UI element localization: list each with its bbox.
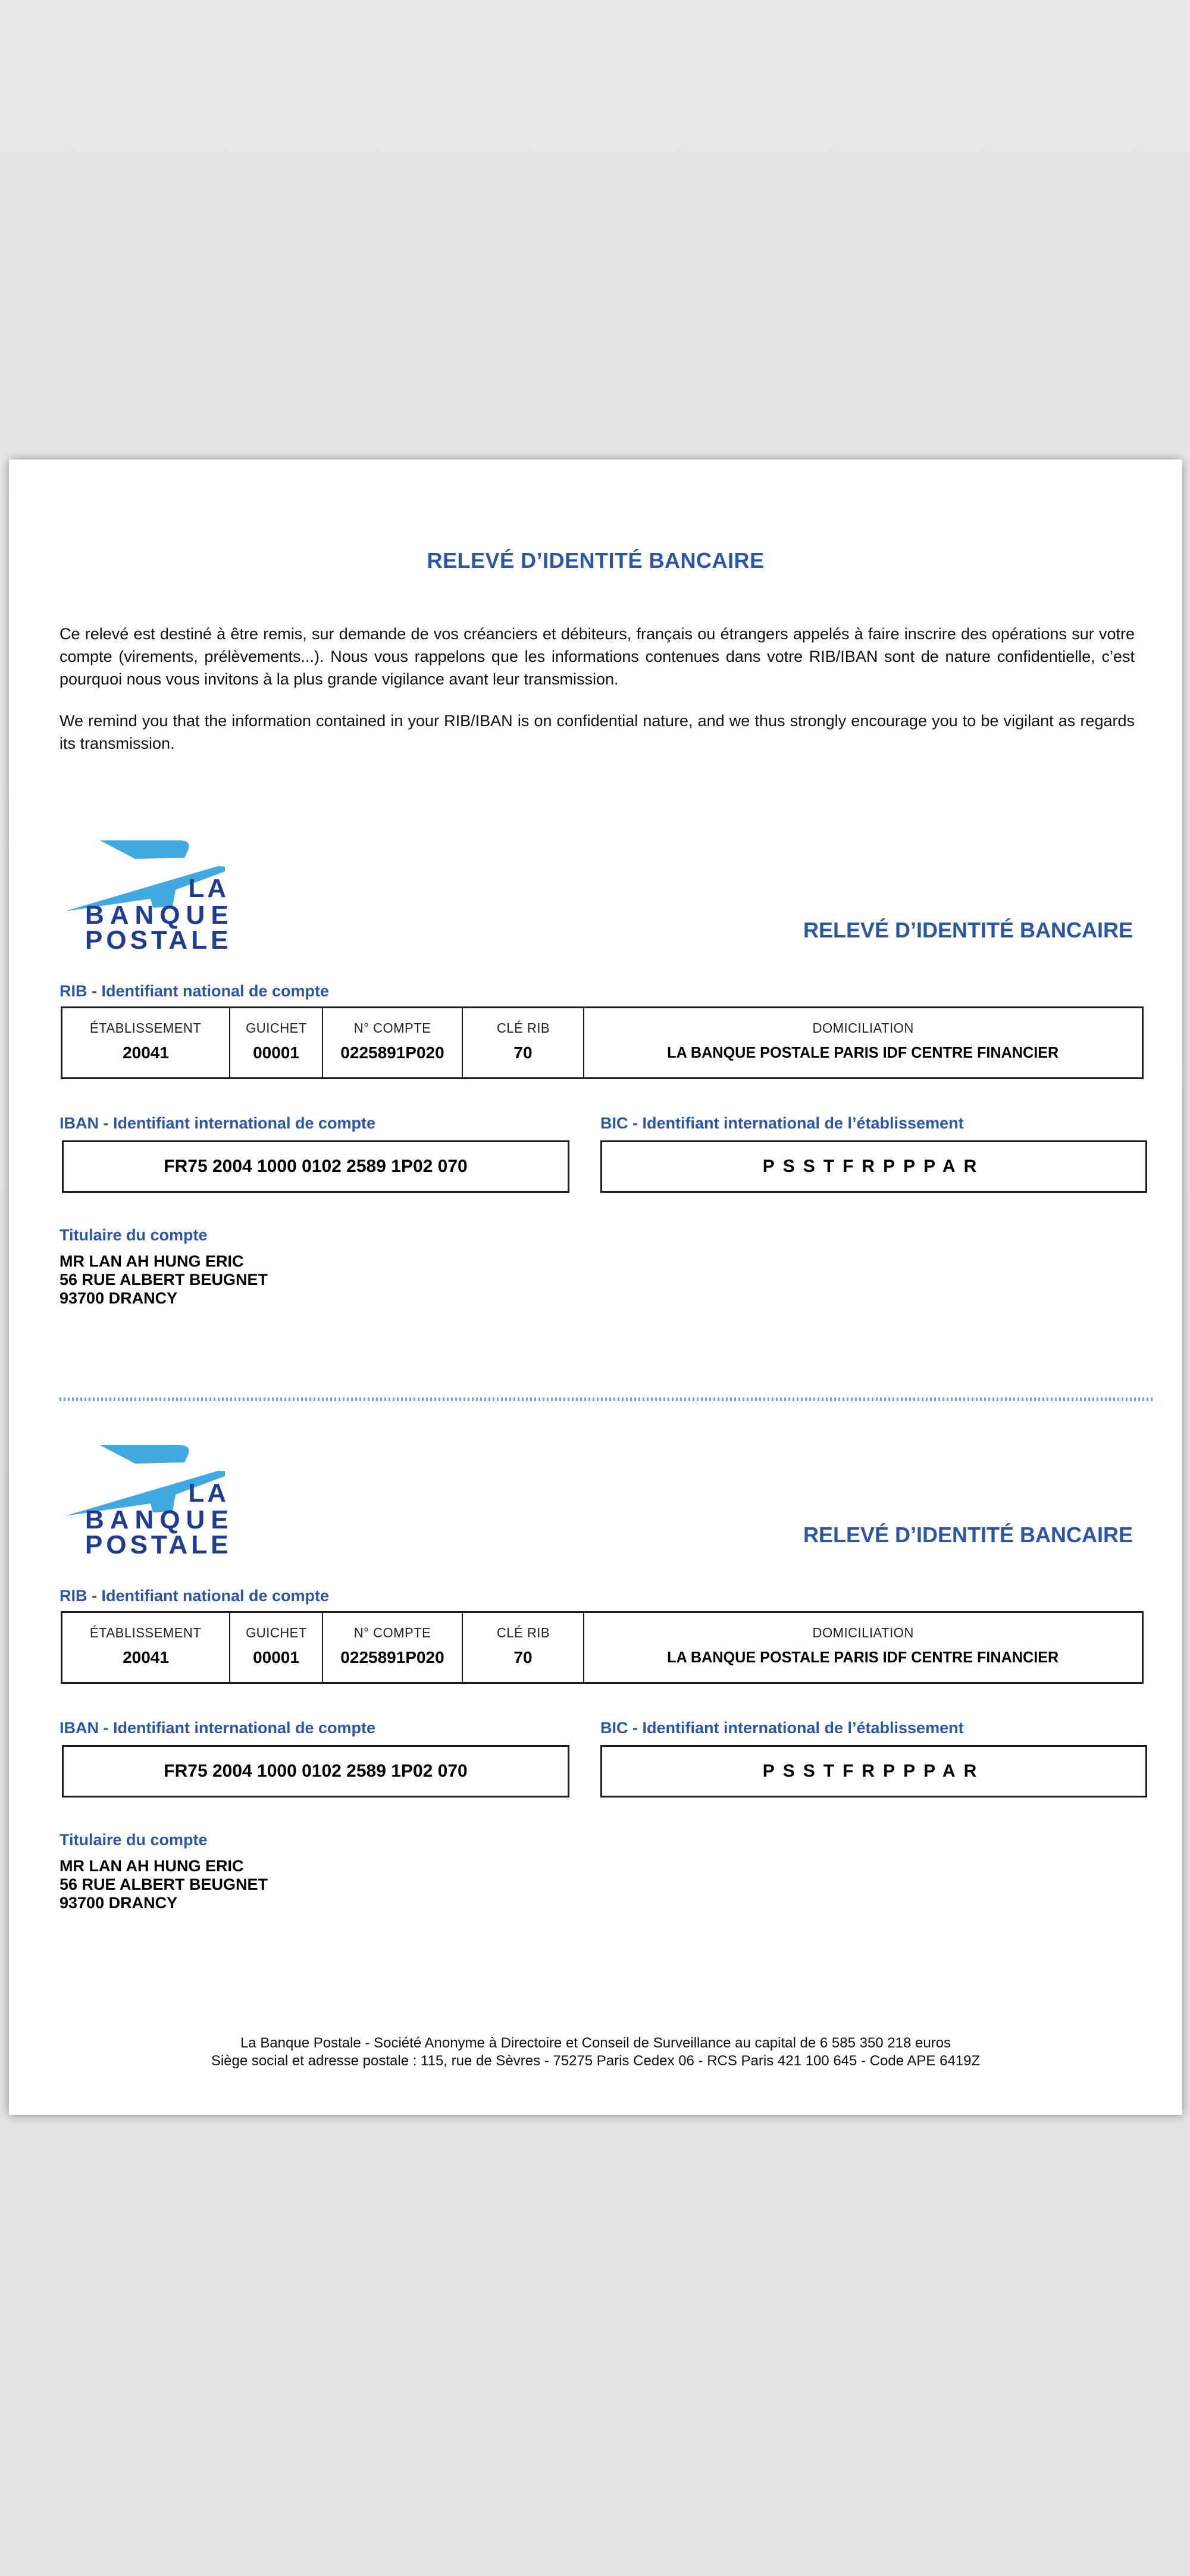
bic-value: PSSTFRPPPAR: [762, 1761, 985, 1781]
column-header: GUICHET: [245, 1020, 307, 1036]
column-header: DOMICILIATION: [812, 1020, 914, 1036]
cell-value: 20041: [123, 1648, 169, 1667]
rib-table: [61, 1611, 1144, 1684]
document-page: [9, 459, 1182, 2115]
table-cell-cle-rib: [463, 1008, 584, 1077]
iban-value: FR75 2004 1000 0102 2589 1P02 070: [164, 1761, 468, 1781]
column-header: CLÉ RIB: [496, 1625, 550, 1640]
cell-value: 20041: [123, 1043, 169, 1062]
logo-text-banque: BANQUE: [85, 901, 234, 930]
bic-box: [600, 1140, 1147, 1193]
column-header: N° COMPTE: [353, 1625, 431, 1640]
column-header: DOMICILIATION: [812, 1625, 914, 1640]
section-heading: RELEVÉ D’IDENTITÉ BANCAIRE: [803, 918, 1133, 942]
rib-table: [61, 1006, 1144, 1079]
cell-value: 70: [513, 1648, 533, 1667]
holder-name: MR LAN AH HUNG ERIC: [60, 1857, 244, 1875]
intro-paragraph-french: Ce relevé est destiné à être remis, sur demande de vos créanciers et débiteurs, français ou étrangers appelés à faire inscrire des opérations sur votre compte (virements, prélèvements...). Nous vous rappelons que les informations contenues dans votre RIB/IBAN sont de nature confidentielle, c’est pourquoi nous vous invitons à la plus grande vigilance avant leur transmission.: [60, 625, 1135, 688]
cell-value: LA BANQUE POSTALE PARIS IDF CENTRE FINANCIER: [667, 1043, 1059, 1061]
account-holder-address: [60, 1857, 268, 1912]
page-title: RELEVÉ D’IDENTITÉ BANCAIRE: [427, 548, 765, 573]
cell-value: 0225891P020: [340, 1043, 444, 1062]
dotted-cut-line: [60, 1398, 1154, 1401]
cell-value: 0225891P020: [340, 1648, 444, 1667]
la-banque-postale-logo: [62, 839, 235, 958]
table-cell-domiciliation: [584, 1613, 1142, 1682]
rib-label: RIB - Identifiant national de compte: [60, 982, 330, 1000]
column-header: ÉTABLISSEMENT: [90, 1625, 202, 1640]
holder-street: 56 RUE ALBERT BEUGNET: [60, 1875, 268, 1893]
rib-label: RIB - Identifiant national de compte: [60, 1587, 330, 1605]
column-header: GUICHET: [245, 1625, 307, 1640]
table-cell-etablissement: [62, 1613, 230, 1682]
la-banque-postale-logo: [62, 1444, 235, 1563]
table-cell-domiciliation: [584, 1008, 1142, 1077]
cell-value: 00001: [253, 1043, 299, 1062]
rib-copy-2: [9, 1439, 1182, 2028]
account-holder-label: Titulaire du compte: [60, 1831, 208, 1849]
account-holder-label: Titulaire du compte: [60, 1226, 208, 1244]
bic-box: [600, 1745, 1147, 1797]
rib-copy-1: [9, 834, 1182, 1424]
footer-line-1: La Banque Postale - Société Anonyme à Directoire et Conseil de Surveillance au capital de 6 585 350 218 euros: [240, 2035, 951, 2051]
logo-text-postale: POSTALE: [85, 1530, 232, 1559]
bic-label: BIC - Identifiant international de l’établissement: [600, 1114, 964, 1132]
iban-label: IBAN - Identifiant international de compte: [60, 1114, 376, 1132]
section-heading: RELEVÉ D’IDENTITÉ BANCAIRE: [803, 1523, 1133, 1547]
holder-name: MR LAN AH HUNG ERIC: [60, 1252, 244, 1270]
legal-footer: [9, 2034, 1182, 2070]
table-cell-compte: [323, 1613, 463, 1682]
bic-value: PSSTFRPPPAR: [762, 1156, 985, 1176]
iban-value: FR75 2004 1000 0102 2589 1P02 070: [164, 1156, 468, 1176]
footer-line-2: Siège social et adresse postale : 115, rue de Sèvres - 75275 Paris Cedex 06 - RCS Paris 421 100 645 - Code APE 6419Z: [211, 2053, 981, 2069]
iban-box: [62, 1745, 569, 1797]
column-header: CLÉ RIB: [496, 1020, 550, 1036]
column-header: N° COMPTE: [353, 1020, 431, 1036]
column-header: ÉTABLISSEMENT: [90, 1020, 202, 1036]
account-holder-address: [60, 1252, 268, 1308]
table-cell-compte: [323, 1008, 463, 1077]
holder-city: 93700 DRANCY: [60, 1894, 178, 1912]
iban-box: [62, 1140, 569, 1193]
bic-label: BIC - Identifiant international de l’établissement: [600, 1719, 964, 1737]
cell-value: 00001: [253, 1648, 299, 1667]
holder-city: 93700 DRANCY: [60, 1289, 178, 1307]
table-cell-guichet: [230, 1613, 323, 1682]
logo-text-la: LA: [188, 1478, 229, 1508]
holder-street: 56 RUE ALBERT BEUGNET: [60, 1271, 268, 1289]
logo-text-banque: BANQUE: [85, 1505, 234, 1534]
iban-label: IBAN - Identifiant international de compte: [60, 1719, 376, 1737]
cell-value: 70: [513, 1043, 533, 1062]
cell-value: LA BANQUE POSTALE PARIS IDF CENTRE FINANCIER: [667, 1648, 1059, 1666]
table-cell-etablissement: [62, 1008, 230, 1077]
logo-text-postale: POSTALE: [85, 926, 232, 955]
logo-text-la: LA: [188, 874, 229, 903]
intro-paragraph-english: We remind you that the information contained in your RIB/IBAN is on confidential nature, and we thus strongly encourage you to be vigilant as regards its transmission.: [60, 712, 1135, 752]
table-cell-cle-rib: [463, 1613, 584, 1682]
table-cell-guichet: [230, 1008, 323, 1077]
